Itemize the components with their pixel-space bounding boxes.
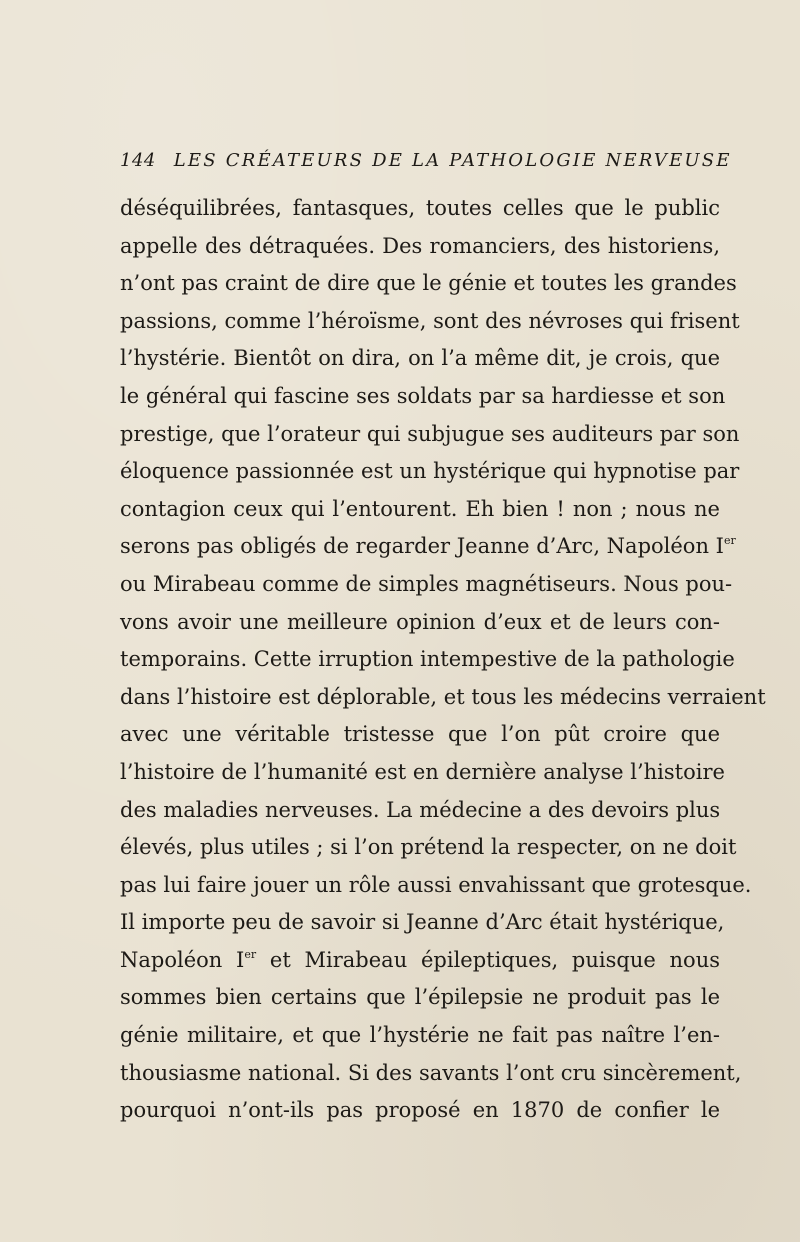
- text-line: ou Mirabeau comme de simples magnétiseurs. Nous pou-: [120, 571, 733, 596]
- text-segment: Napoléon I: [120, 947, 245, 972]
- text-line: passions, comme l’héroïsme, sont des névroses qui frisent: [120, 308, 740, 333]
- text-segment: serons pas obligés de regarder Jeanne d’Arc, Napoléon I: [120, 534, 724, 559]
- page-number: 144: [120, 150, 156, 171]
- superscript: er: [244, 947, 257, 961]
- text-line: déséquilibrées, fantasques, toutes celles que le public: [120, 196, 720, 220]
- text-line: génie militaire, et que l’hystérie ne fait pas naître l’en-: [120, 1023, 720, 1048]
- running-title: LES CRÉATEURS DE LA PATHOLOGIE NERVEUSE: [173, 150, 732, 171]
- text-line: prestige, que l’orateur qui subjugue ses auditeurs par son: [120, 421, 740, 446]
- text-line: pourquoi n’ont-ils pas proposé en 1870 de confier le: [120, 1098, 720, 1123]
- text-segment: et Mirabeau épileptiques, puisque nous: [256, 947, 720, 972]
- text-line: n’ont pas craint de dire que le génie et toutes les grandes: [120, 271, 737, 296]
- text-line: l’hystérie. Bientôt on dira, on l’a même dit, je crois, que: [120, 346, 720, 371]
- text-line: dans l’histoire est déplorable, et tous les médecins verraient: [120, 684, 766, 709]
- text-line: vons avoir une meilleure opinion d’eux et de leurs con-: [120, 609, 720, 634]
- text-line: élevés, plus utiles ; si l’on prétend la respecter, on ne doit: [120, 835, 737, 860]
- text-line: thousiasme national. Si des savants l’ont cru sincèrement,: [120, 1060, 742, 1085]
- text-line-with-superscript: [120, 942, 720, 980]
- text-line: des maladies nerveuses. La médecine a des devoirs plus: [120, 797, 721, 822]
- text-line: sommes bien certains que l’épilepsie ne produit pas le: [120, 985, 720, 1010]
- text-line: avec une véritable tristesse que l’on pût croire que: [120, 722, 720, 747]
- text-line: le général qui fascine ses soldats par sa hardiesse et son: [120, 383, 726, 408]
- text-line: Il importe peu de savoir si Jeanne d’Arc était hystérique,: [120, 910, 725, 935]
- text-line: éloquence passionnée est un hystérique qui hypnotise par: [120, 459, 740, 484]
- text-line: appelle des détraquées. Des romanciers, des historiens,: [120, 233, 720, 258]
- text-line: pas lui faire jouer un rôle aussi envahissant que grotesque.: [120, 872, 752, 897]
- text-line: l’histoire de l’humanité est en dernière analyse l’histoire: [120, 759, 725, 784]
- body-text: [120, 190, 766, 1130]
- superscript: er: [723, 534, 736, 548]
- text-line: contagion ceux qui l’entourent. Eh bien ! non ; nous ne: [120, 496, 720, 521]
- text-line: temporains. Cette irruption intempestive de la pathologie: [120, 647, 735, 672]
- text-line-with-superscript: [120, 528, 736, 566]
- running-head: [120, 150, 732, 180]
